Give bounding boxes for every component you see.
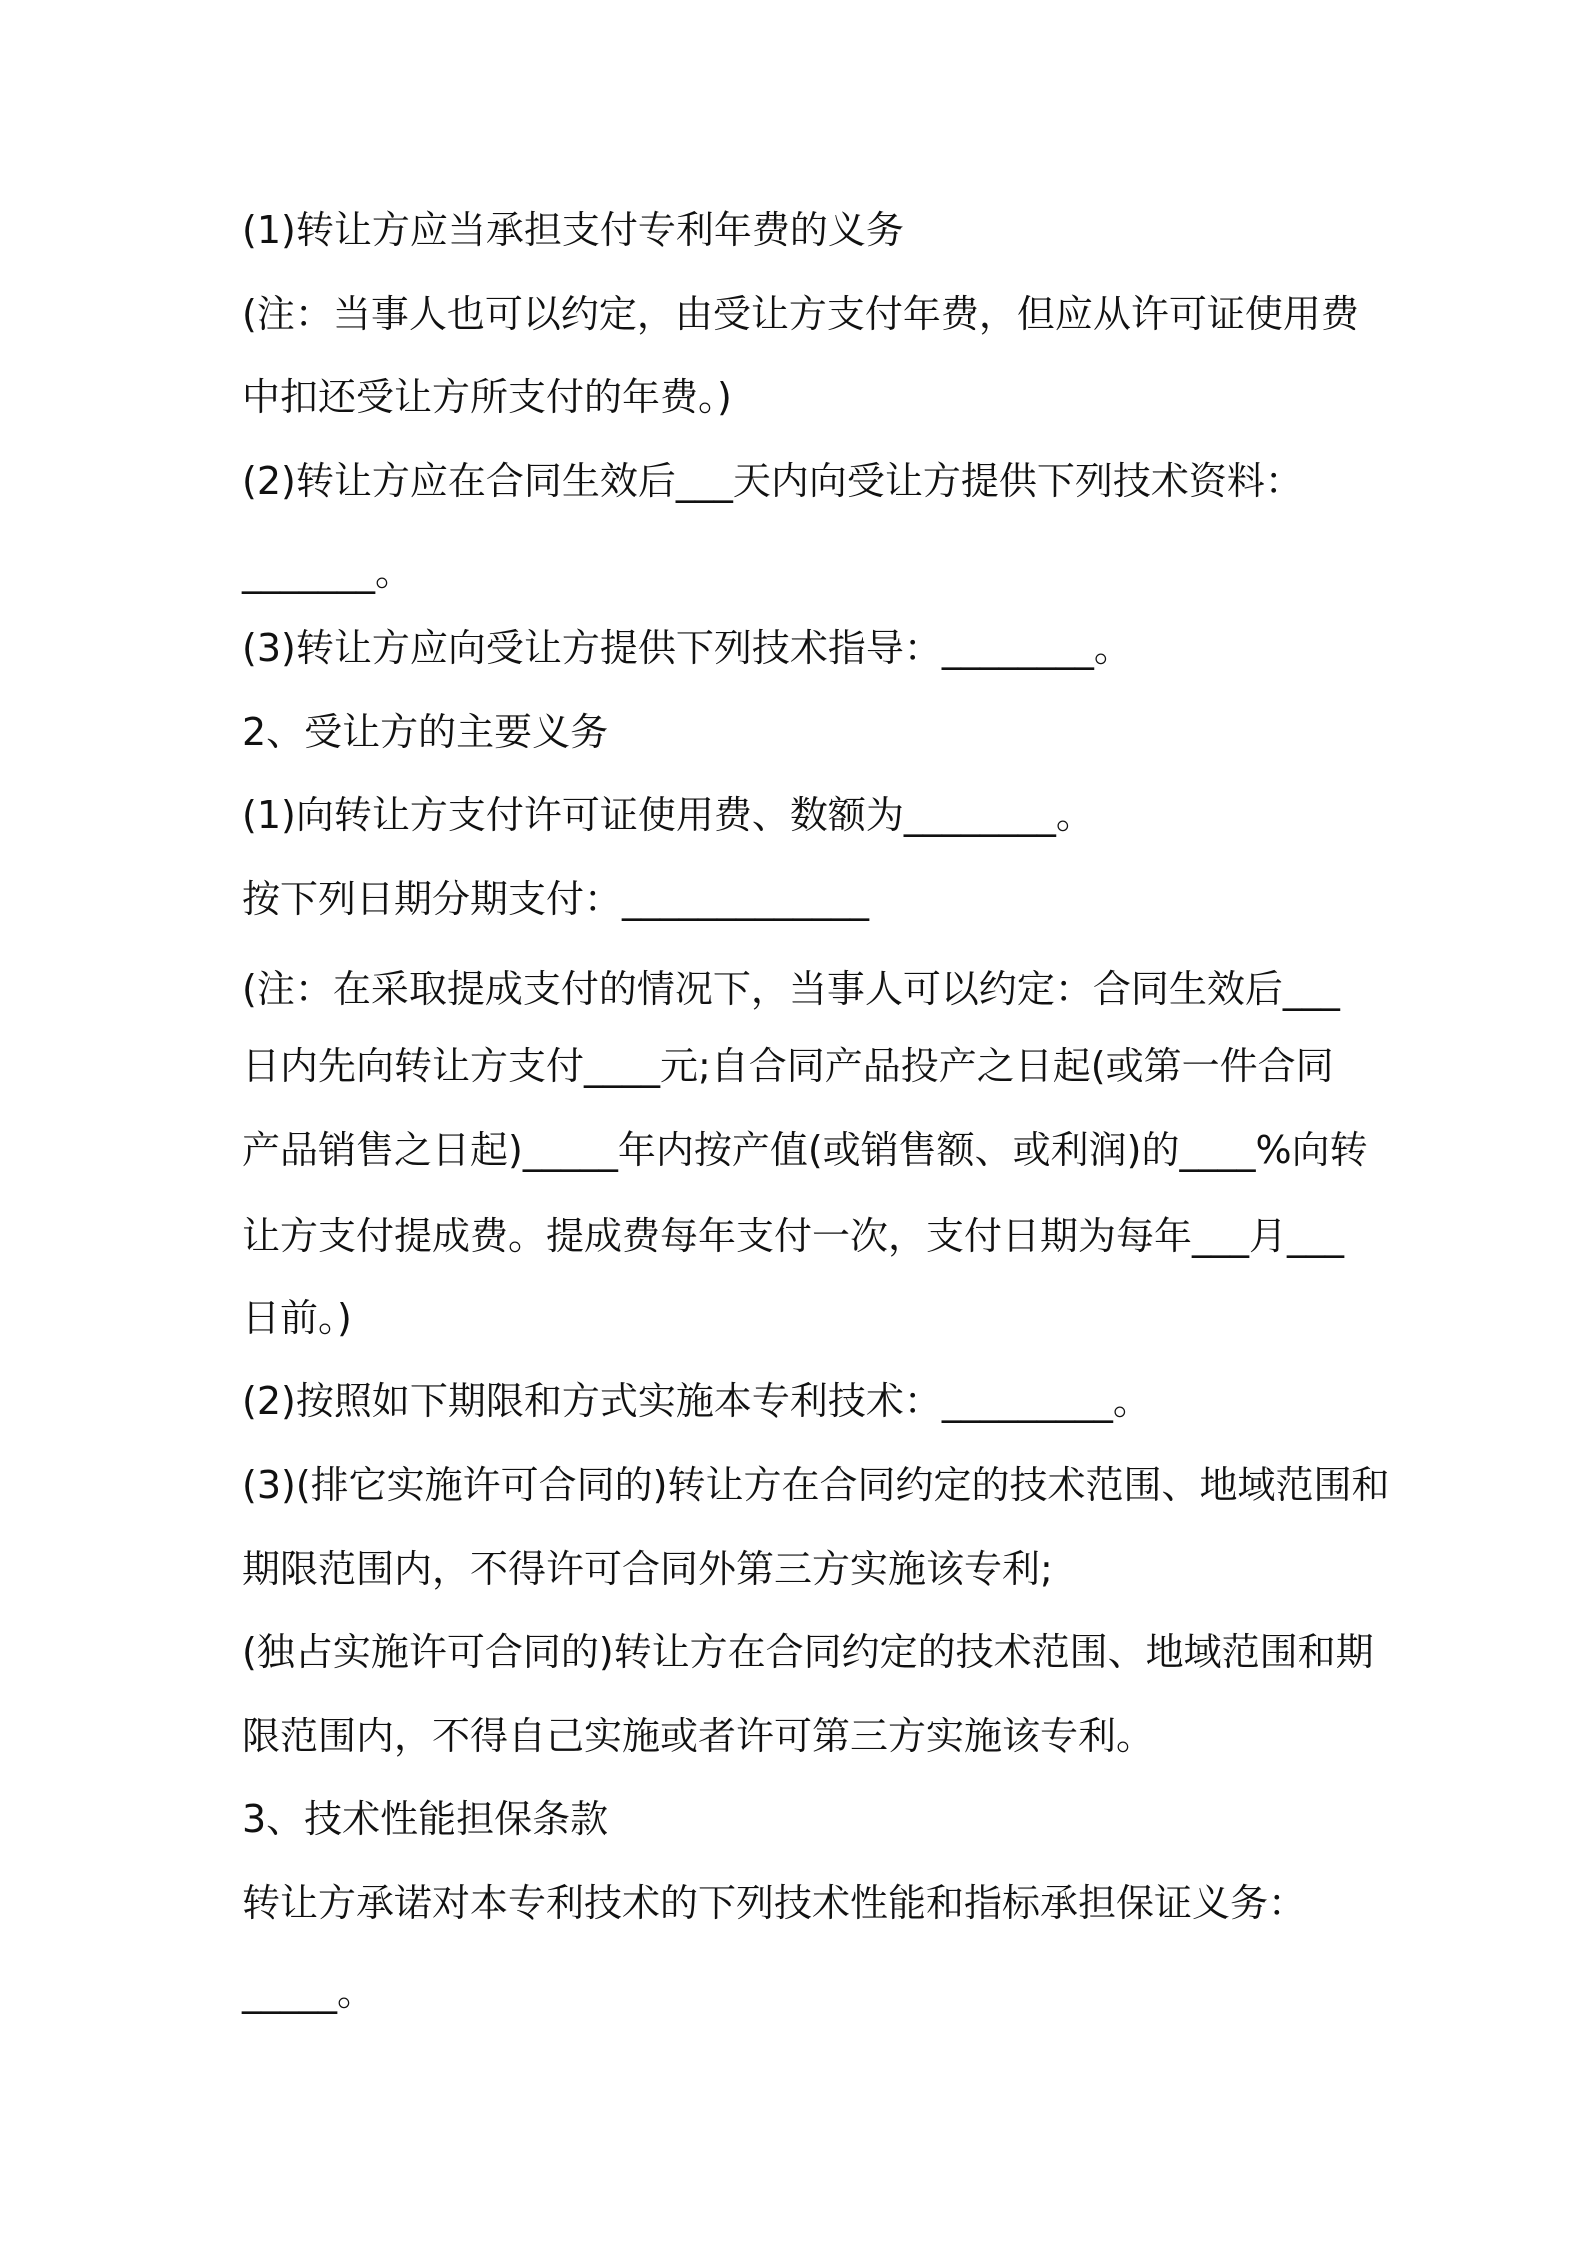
text-line-22: _____。 — [242, 1970, 376, 2014]
section-heading-3: 3、技术性能担保条款 — [242, 1797, 609, 1841]
text-line-13: 让方支付提成费。提成费每年支付一次，支付日期为每年___月___ — [242, 1214, 1345, 1258]
text-line-21: 转让方承诺对本专利技术的下列技术性能和指标承担保证义务： — [242, 1881, 1307, 1925]
text-line-10: (注：在采取提成支付的情况下，当事人可以约定：合同生效后___ — [242, 967, 1340, 1011]
text-line-5: _______。 — [242, 550, 414, 594]
text-line-18: (独占实施许可合同的)转让方在合同约定的技术范围、地域范围和期 — [242, 1630, 1374, 1674]
text-line-16: (3)(排它实施许可合同的)转让方在合同约定的技术范围、地域范围和 — [242, 1463, 1390, 1507]
text-line-19: 限范围内，不得自己实施或者许可第三方实施该专利。 — [242, 1714, 1155, 1758]
text-line-17: 期限范围内，不得许可合同外第三方实施该专利; — [242, 1547, 1053, 1591]
text-line-12: 产品销售之日起)_____年内按产值(或销售额、或利润)的____%向转 — [242, 1128, 1368, 1172]
text-line-11: 日内先向转让方支付____元;自合同产品投产之日起(或第一件合同 — [242, 1044, 1334, 1088]
text-line-9: 按下列日期分期支付：_____________ — [242, 877, 870, 921]
text-line-15: (2)按照如下期限和方式实施本专利技术：_________。 — [242, 1379, 1151, 1423]
text-line-6: (3)转让方应向受让方提供下列技术指导：________。 — [242, 626, 1132, 670]
text-line-14: 日前。) — [242, 1296, 352, 1340]
text-line-4: (2)转让方应在合同生效后___天内向受让方提供下列技术资料： — [242, 459, 1303, 503]
text-line-3: 中扣还受让方所支付的年费。) — [242, 375, 732, 419]
text-line-8: (1)向转让方支付许可证使用费、数额为________。 — [242, 793, 1094, 837]
section-heading-2: 2、受让方的主要义务 — [242, 710, 609, 754]
text-line-1: (1)转让方应当承担支付专利年费的义务 — [242, 208, 904, 252]
text-line-2: (注：当事人也可以约定，由受让方支付年费，但应从许可证使用费 — [242, 292, 1359, 336]
